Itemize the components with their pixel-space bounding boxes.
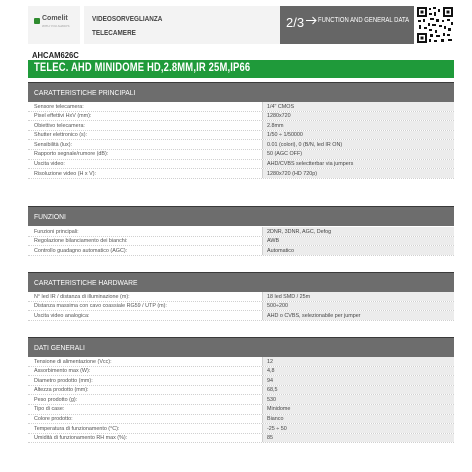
table-row xyxy=(28,434,454,444)
table-row xyxy=(28,395,454,405)
header xyxy=(28,6,432,44)
model-code: AHCAM626C xyxy=(32,50,79,60)
logo-icon xyxy=(34,18,40,24)
table-row xyxy=(28,376,454,386)
table-row xyxy=(28,246,454,256)
row-label: Regolazione bilanciamento dei bianchi: xyxy=(34,238,128,245)
row-value: 68,5 xyxy=(262,386,454,395)
row-value: 50 (AGC OFF) xyxy=(262,150,454,159)
row-value: AHD/CVBS selectterbar via jumpers xyxy=(262,160,454,169)
row-label: Sensibilità (lux): xyxy=(34,141,73,148)
row-value: 1280x720 (HD 720p) xyxy=(262,169,454,178)
row-value: AWB xyxy=(262,237,454,246)
table-row xyxy=(28,405,454,415)
row-label: N° led IR / distanza di illuminazione (m): xyxy=(34,293,130,300)
row-value: -25 ÷ 50 xyxy=(262,424,454,433)
logo-text: Comelit xyxy=(42,15,68,22)
page-number: 2/3 xyxy=(286,15,305,30)
section-title: FUNZIONI xyxy=(34,212,66,221)
section-header-functions xyxy=(28,206,454,226)
row-value: 18 led SMD / 25m xyxy=(262,292,454,301)
product-title: TELEC. AHD MINIDOME HD,2.8MM,IR 25M,IP66 xyxy=(34,62,251,74)
logo xyxy=(28,6,80,44)
table-row xyxy=(28,386,454,396)
row-label: Tensione di alimentazione (Vcc): xyxy=(34,358,112,365)
table-row xyxy=(28,237,454,247)
row-label: Diametro prodotto (mm): xyxy=(34,377,93,384)
table-row xyxy=(28,357,454,367)
row-value: Minidome xyxy=(262,405,454,414)
table-main-features xyxy=(28,102,454,179)
row-label: Temperatura di funzionamento (°C): xyxy=(34,425,120,432)
row-label: Colore prodotto: xyxy=(34,416,73,423)
row-label: Peso prodotto (g): xyxy=(34,396,78,403)
row-value: 1/50 ÷ 1/50000 xyxy=(262,131,454,140)
section-label: FUNCTION AND GENERAL DATA xyxy=(318,17,410,24)
logo-tagline: WITH YOU ALWAYS xyxy=(42,24,70,28)
table-row xyxy=(28,415,454,425)
table-row xyxy=(28,112,454,122)
row-value: AHD o CVBS, selezionabile per jumper xyxy=(262,311,454,320)
table-general xyxy=(28,357,454,443)
row-value: Automatico xyxy=(262,246,454,255)
row-label: Sensore telecamera: xyxy=(34,103,84,110)
header-page-box xyxy=(280,6,414,44)
category-label: VIDEOSORVEGLIANZA xyxy=(92,14,163,23)
row-label: Tipo di case: xyxy=(34,406,65,413)
table-row xyxy=(28,292,454,302)
table-row xyxy=(28,160,454,170)
row-value: 500÷200 xyxy=(262,302,454,311)
table-row xyxy=(28,150,454,160)
row-label: Distanza massima con cavo coassiale RG59 / UTP (m): xyxy=(34,303,167,310)
subcategory-label: TELECAMERE xyxy=(92,28,136,37)
row-value: 94 xyxy=(262,376,454,385)
row-label: Uscita video analogica: xyxy=(34,312,90,319)
row-label: Rapporto segnale/rumore (dB): xyxy=(34,151,109,158)
row-label: Shutter elettronico (s): xyxy=(34,132,88,139)
section-header-hardware xyxy=(28,272,454,292)
section-title: DATI GENERALI xyxy=(34,343,85,352)
table-row xyxy=(28,169,454,179)
table-row xyxy=(28,227,454,237)
row-value: 530 xyxy=(262,395,454,404)
table-hardware xyxy=(28,292,454,321)
row-label: Obiettivo telecamera: xyxy=(34,122,85,129)
table-row xyxy=(28,424,454,434)
row-value: Bianco xyxy=(262,415,454,424)
row-value: 1/4" CMOS xyxy=(262,102,454,111)
table-row xyxy=(28,302,454,312)
section-title: CARATTERISTICHE HARDWARE xyxy=(34,278,138,287)
row-value: 2.8mm xyxy=(262,121,454,130)
product-title-bar xyxy=(28,60,454,78)
row-label: Funzioni principali: xyxy=(34,228,79,235)
table-row xyxy=(28,140,454,150)
section-header-general xyxy=(28,337,454,357)
row-label: Pixel effettivi HxV (mm): xyxy=(34,113,92,120)
row-label: Uscita video: xyxy=(34,161,65,168)
row-label: Assorbimento max (W): xyxy=(34,368,91,375)
row-label: Risoluzione video (H x V): xyxy=(34,170,97,177)
row-value: 4,8 xyxy=(262,367,454,376)
table-row xyxy=(28,121,454,131)
table-row xyxy=(28,102,454,112)
table-row xyxy=(28,367,454,377)
header-category-box xyxy=(84,6,280,44)
row-label: Umidità di funzionamento RH max (%): xyxy=(34,435,128,442)
row-value: 2DNR, 3DNR, AGC, Defog xyxy=(262,227,454,236)
row-label: Altezza prodotto (mm): xyxy=(34,387,89,394)
row-value: 12 xyxy=(262,357,454,366)
row-label: Controllo guadagno automatico (AGC): xyxy=(34,247,128,254)
table-functions xyxy=(28,227,454,256)
section-header-main xyxy=(28,82,454,102)
section-title: CARATTERISTICHE PRINCIPALI xyxy=(34,88,136,97)
row-value: 1280x720 xyxy=(262,112,454,121)
row-value: 85 xyxy=(262,434,454,443)
row-value: 0.01 (colori), 0 (B/N, led IR ON) xyxy=(262,140,454,149)
qr-code-icon xyxy=(416,6,454,44)
arrow-right-icon xyxy=(306,16,318,25)
table-row xyxy=(28,311,454,321)
table-row xyxy=(28,131,454,141)
